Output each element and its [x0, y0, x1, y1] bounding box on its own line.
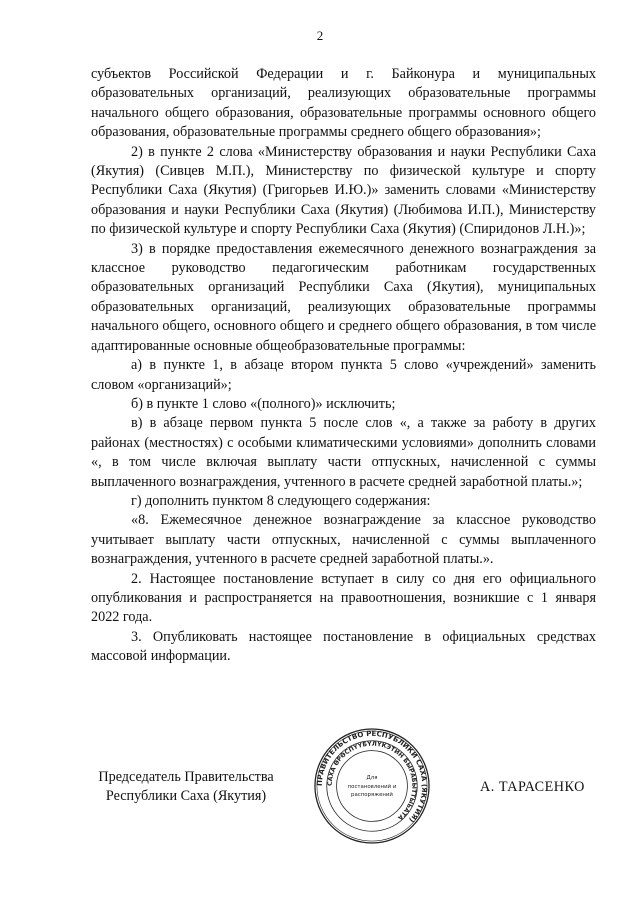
paragraph: а) в пункте 1, в абзаце втором пункта 5 слово «учреждений» заменить словом «организаций»;: [91, 357, 596, 393]
paragraph: б) в пункте 1 слово «(полного)» исключить;: [131, 395, 396, 412]
paragraph: 3) в порядке предоставления ежемесячного денежного вознаграждения за классное руководство педагогическим работникам государственных образовательных организаций Республики Саха (Якутия), муниципальных образовательных организаций, реализующих образовательные программы начального общего, основного общего и среднего общего образования, в том числе адаптированные основные общеобразовательные программы:: [91, 240, 596, 354]
paragraph: 2. Настоящее постановление вступает в силу со дня его официального опубликования и распространяется на правоотношения, возникшие с 1 января 2022 года.: [91, 570, 596, 626]
paragraph: 3. Опубликовать настоящее постановление в официальных средствах массовой информации.: [91, 628, 596, 665]
paragraph: 2) в пункте 2 слова «Министерству образования и науки Республики Саха (Якутия) (Сивцев М.П.), Министерству по физической культуре и спорту Республики Саха (Якутия) (Григорьев И.Ю.)» заменить словами «Министерству образования и науки Республики Саха (Якутия) (Любимова И.П.), Министерству по физической культуре и спорту Республики Саха (Якутия) (Спиридонов Л.Н.)»;: [91, 143, 596, 238]
paragraph: «8. Ежемесячное денежное вознаграждение за классное руководство учитывает выплату части отпускных, начисленной с суммы выплаченного вознаграждения, учтенного в расчете средней заработной платы.».: [91, 512, 596, 568]
signatory-title-line: Республики Саха (Якутия): [105, 788, 267, 805]
page-number: 2: [316, 28, 324, 43]
document-body: [91, 65, 596, 667]
paragraph: г) дополнить пунктом 8 следующего содержания:: [131, 492, 431, 509]
signatory-title: [91, 768, 281, 807]
seal-inner-text: САХА ӨРӨСПҮҮБҮЛҮКЭТИН БЫРАБЫТТЫЬАТА: [326, 740, 418, 822]
svg-text:постановлений и: постановлений и: [347, 783, 397, 790]
seal-outer-text: ПРАВИТЕЛЬСТВО РЕСПУБЛИКИ САХА (ЯКУТИЯ): [314, 728, 430, 825]
paragraph: субъектов Российской Федерации и г. Байконура и муниципальных образовательных организаций, реализующих образовательные программы начального общего образования, образовательные программы основного общего образования, образовательные программы среднего общего образования»;: [91, 66, 596, 141]
svg-text:Для: Для: [366, 775, 378, 782]
signatory-title-line: Председатель Правительства: [98, 769, 274, 785]
svg-text:распоряжений: распоряжений: [351, 791, 393, 798]
official-seal: [313, 727, 431, 845]
signatory-name: А. ТАРАСЕНКО: [480, 779, 585, 795]
paragraph: в) в абзаце первом пункта 5 после слов «, а также за работу в других районах (местностях) с особыми климатическими условиями» дополнить словами «, в том числе включая выплату части отпускных, начисленной с суммы выплаченного вознаграждения, учтенного в расчете средней заработной платы.»;: [91, 415, 596, 490]
